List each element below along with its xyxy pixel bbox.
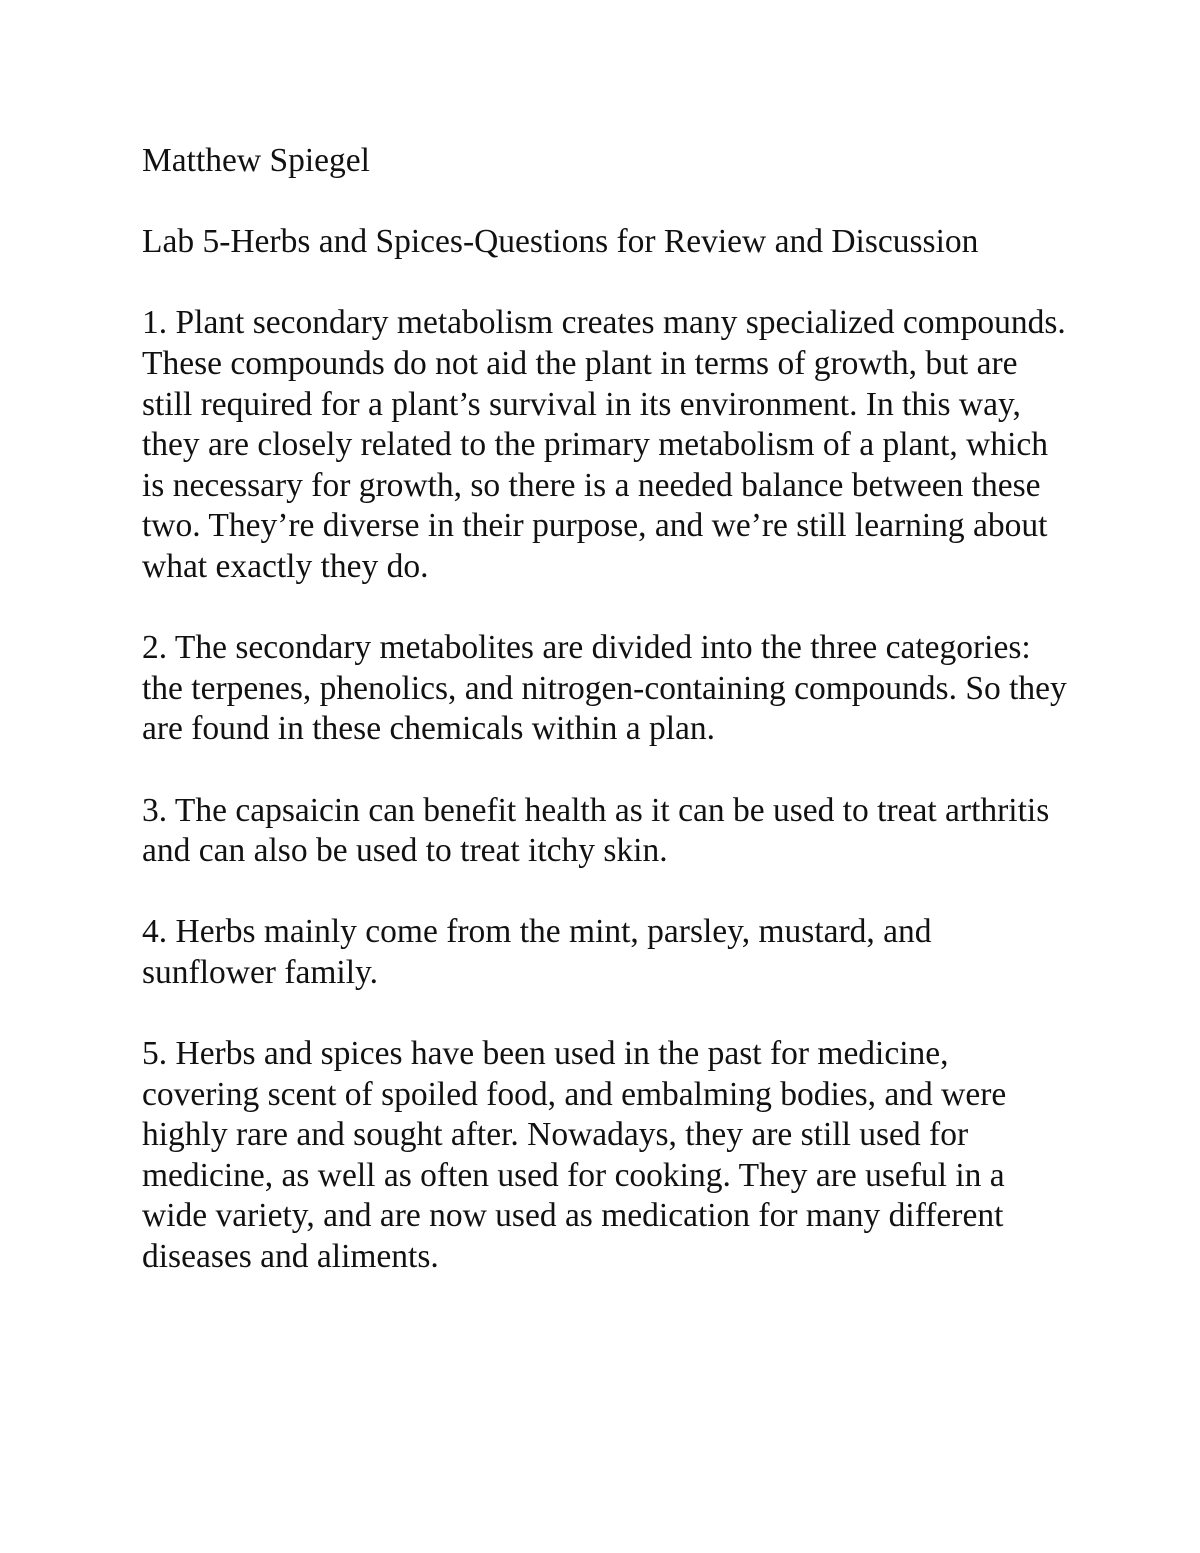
answer-2: 2. The secondary metabolites are divided into the three categories: the terpenes, phenolics, and nitrogen-containing compounds. So they are found in these chemicals within a plan. bbox=[142, 629, 1067, 748]
document-title: Lab 5-Herbs and Spices-Questions for Review and Discussion bbox=[142, 223, 979, 261]
author-name: Matthew Spiegel bbox=[142, 142, 370, 179]
answer-1: 1. Plant secondary metabolism creates many specialized compounds. These compounds do not aid the plant in terms of growth, but are still required for a plant’s survival in its environment. In this way, they are closely related to the primary metabolism of a plant, which is necessary for growth, so there is a needed balance between these two. They’re diverse in their purpose, and we’re still learning about what exactly they do. bbox=[142, 304, 1066, 585]
answer-3: 3. The capsaicin can benefit health as it can be used to treat arthritis and can also be used to treat itchy skin. bbox=[142, 791, 1050, 870]
answer-5: 5. Herbs and spices have been used in the past for medicine, covering scent of spoiled food, and embalming bodies, and were highly rare and sought after. Nowadays, they are still used for medicine, as well as often used for cooking. They are useful in a wide variety, and are now used as medication for many different diseases and aliments. bbox=[142, 1035, 1007, 1276]
document-body bbox=[142, 141, 1067, 1318]
answer-4: 4. Herbs mainly come from the mint, parsley, mustard, and sunflower family. bbox=[142, 913, 932, 991]
